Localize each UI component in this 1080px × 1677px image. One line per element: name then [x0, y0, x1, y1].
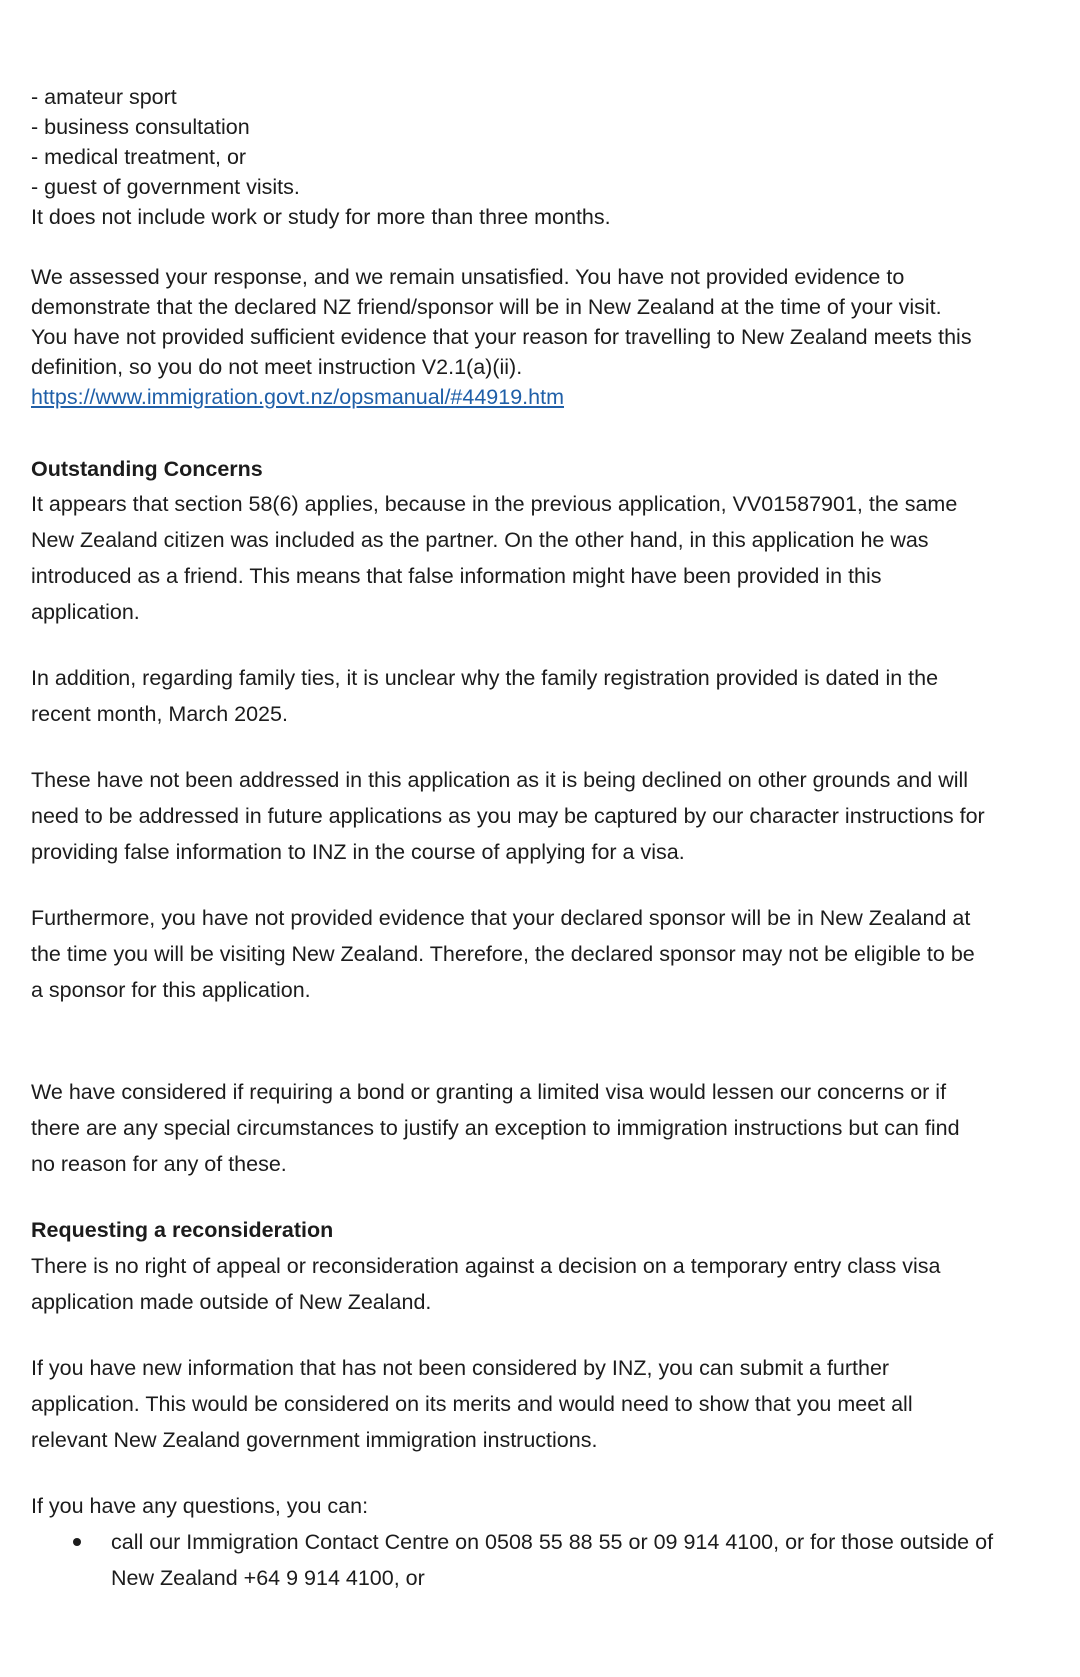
purpose-note: It does not include work or study for more than three months.	[31, 205, 611, 229]
spacer	[31, 1320, 1051, 1350]
reconsideration-section	[31, 1212, 1051, 1596]
spacer	[31, 1458, 1051, 1488]
bullet-icon	[73, 1538, 81, 1546]
paragraph-line: no reason for any of these.	[31, 1152, 287, 1176]
paragraph-line: In addition, regarding family ties, it is unclear why the family registration provided is dated in the	[31, 666, 939, 690]
paragraph-line: New Zealand citizen was included as the partner. On the other hand, in this application he was	[31, 528, 929, 552]
spacer	[31, 870, 1051, 900]
paragraph-line: application.	[31, 600, 140, 624]
questions-intro: If you have any questions, you can:	[31, 1494, 369, 1518]
bond-paragraph	[31, 1074, 1051, 1182]
purpose-item: - guest of government visits.	[31, 175, 300, 199]
paragraph-line: need to be addressed in future applications as you may be captured by our character instructions for	[31, 804, 985, 828]
purpose-item: - business consultation	[31, 115, 250, 139]
sponsor-paragraph	[31, 900, 1051, 1008]
spacer	[31, 732, 1051, 762]
paragraph-line: It appears that section 58(6) applies, because in the previous application, VV01587901, the same	[31, 492, 958, 516]
paragraph-line: recent month, March 2025.	[31, 702, 288, 726]
assessment-paragraph	[31, 262, 1051, 412]
paragraph-line: These have not been addressed in this application as it is being declined on other grounds and will	[31, 768, 969, 792]
contact-line: New Zealand +64 9 914 4100, or	[111, 1566, 425, 1590]
contact-line: call our Immigration Contact Centre on 0508 55 88 55 or 09 914 4100, or for those outside of	[111, 1530, 994, 1554]
spacer	[31, 1008, 1051, 1074]
section-heading: Outstanding Concerns	[31, 457, 263, 481]
paragraph-line: If you have new information that has not been considered by INZ, you can submit a further	[31, 1356, 890, 1380]
spacer	[31, 232, 1051, 262]
paragraph-line: We have considered if requiring a bond or granting a limited visa would lessen our concerns or if	[31, 1080, 947, 1104]
no-appeal-paragraph	[31, 1248, 1051, 1320]
assessment-line: We assessed your response, and we remain unsatisfied. You have not provided evidence to	[31, 265, 905, 289]
paragraph-line: the time you will be visiting New Zealand. Therefore, the declared sponsor may not be eligible to be	[31, 942, 975, 966]
family-ties-paragraph	[31, 660, 1051, 732]
outstanding-concerns-section	[31, 454, 1051, 1182]
spacer	[31, 412, 1051, 454]
paragraph-line: there are any special circumstances to justify an exception to immigration instructions but can find	[31, 1116, 960, 1140]
new-information-paragraph	[31, 1350, 1051, 1458]
paragraph-line: application. This would be considered on its merits and would need to show that you meet all	[31, 1392, 913, 1416]
paragraph-line: relevant New Zealand government immigration instructions.	[31, 1428, 598, 1452]
assessment-line: You have not provided sufficient evidence that your reason for travelling to New Zealand meets this	[31, 325, 972, 349]
paragraph-line: a sponsor for this application.	[31, 978, 311, 1002]
assessment-line: definition, so you do not meet instruction V2.1(a)(ii).	[31, 355, 523, 379]
paragraph-line: application made outside of New Zealand.	[31, 1290, 432, 1314]
spacer	[31, 1182, 1051, 1212]
paragraph-line: introduced as a friend. This means that false information might have been provided in this	[31, 564, 882, 588]
purpose-item: - amateur sport	[31, 85, 177, 109]
spacer	[31, 630, 1051, 660]
paragraph-line: providing false information to INZ in the course of applying for a visa.	[31, 840, 685, 864]
visit-purpose-list	[31, 82, 1051, 232]
section-heading: Requesting a reconsideration	[31, 1218, 334, 1242]
purpose-item: - medical treatment, or	[31, 145, 247, 169]
not-addressed-paragraph	[31, 762, 1051, 870]
paragraph-line: Furthermore, you have not provided evidence that your declared sponsor will be in New Zealand at	[31, 906, 971, 930]
opsmanual-link[interactable]: https://www.immigration.govt.nz/opsmanual/#44919.htm	[31, 385, 564, 409]
contact-options-list	[31, 1524, 1051, 1596]
list-item	[31, 1524, 1051, 1596]
paragraph-line: There is no right of appeal or reconsideration against a decision on a temporary entry class visa	[31, 1254, 941, 1278]
assessment-line: demonstrate that the declared NZ friend/sponsor will be in New Zealand at the time of your visit.	[31, 295, 942, 319]
letter-body	[31, 82, 1051, 1596]
